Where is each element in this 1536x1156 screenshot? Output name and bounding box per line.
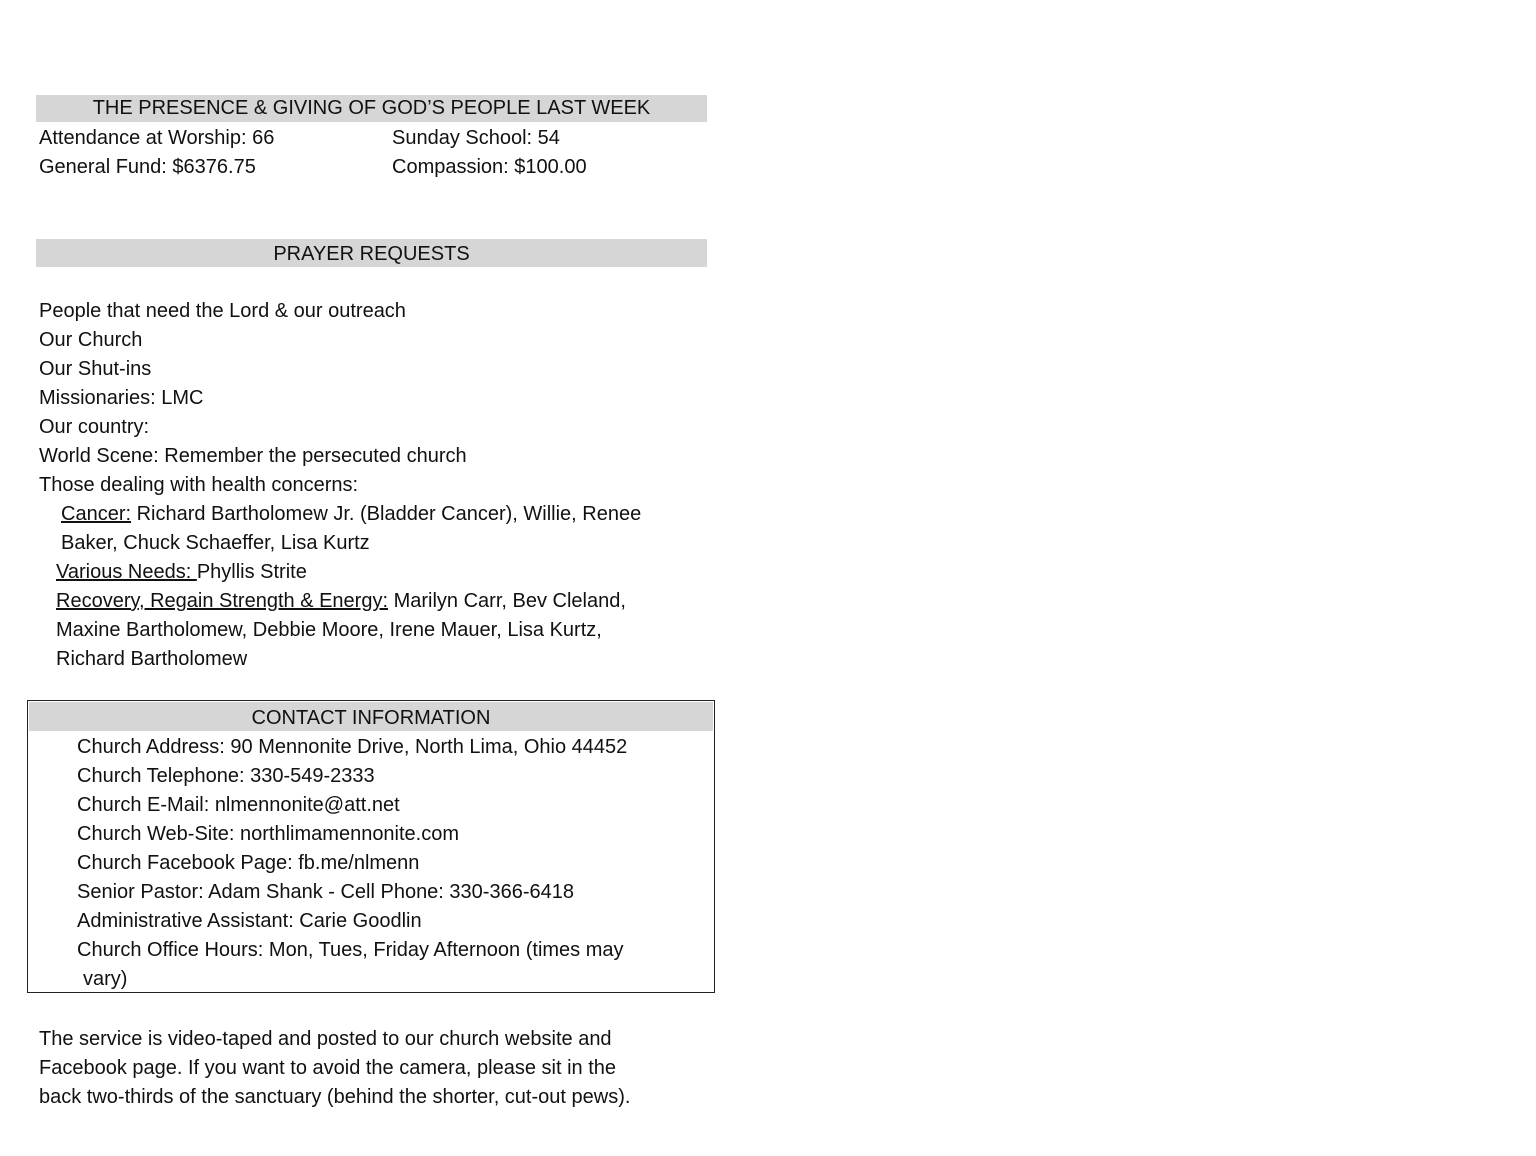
cancer-request <box>39 500 699 529</box>
cancer-label: Cancer: <box>61 503 132 525</box>
church-website: Church Web-Site: northlimamennonite.com <box>77 823 460 845</box>
recovery-request-continued: Maxine Bartholomew, Debbie Moore, Irene Mauer, Lisa Kurtz, <box>56 619 602 641</box>
general-fund: General Fund: $6376.75 <box>39 156 256 178</box>
contact-lines <box>77 733 707 994</box>
church-address: Church Address: 90 Mennonite Drive, North Lima, Ohio 44452 <box>77 736 628 758</box>
giving-stats-row-2 <box>39 153 679 182</box>
contact-information-box <box>27 700 715 993</box>
church-telephone: Church Telephone: 330-549-2333 <box>77 765 375 787</box>
recovery-text: Marilyn Carr, Bev Cleland, <box>388 590 626 612</box>
sunday-school-count: Sunday School: 54 <box>392 127 560 149</box>
giving-stats <box>39 124 679 182</box>
senior-pastor: Senior Pastor: Adam Shank - Cell Phone: 330-366-6418 <box>77 881 574 903</box>
prayer-request-list <box>39 297 699 674</box>
various-needs-request <box>39 558 699 587</box>
office-hours-continued: vary) <box>83 968 128 990</box>
prayer-line: World Scene: Remember the persecuted church <box>39 445 467 467</box>
video-notice <box>39 1025 719 1112</box>
prayer-line: People that need the Lord & our outreach <box>39 300 406 322</box>
recovery-label: Recovery, Regain Strength & Energy: <box>56 590 389 612</box>
contact-section-header: CONTACT INFORMATION <box>29 702 713 731</box>
prayer-line: Our Church <box>39 329 143 351</box>
prayer-line: Our Shut-ins <box>39 358 152 380</box>
church-facebook: Church Facebook Page: fb.me/nlmenn <box>77 852 420 874</box>
prayer-line: Those dealing with health concerns: <box>39 474 359 496</box>
administrative-assistant: Administrative Assistant: Carie Goodlin <box>77 910 422 932</box>
attendance-worship: Attendance at Worship: 66 <box>39 127 275 149</box>
giving-section-header: THE PRESENCE & GIVING OF GOD’S PEOPLE LAST WEEK <box>36 95 707 122</box>
prayer-line: Missionaries: LMC <box>39 387 204 409</box>
prayer-section-header: PRAYER REQUESTS <box>36 239 707 267</box>
various-needs-text: Phyllis Strite <box>196 561 307 583</box>
church-email: Church E-Mail: nlmennonite@att.net <box>77 794 400 816</box>
recovery-request <box>39 587 699 616</box>
video-notice-line: Facebook page. If you want to avoid the camera, please sit in the <box>39 1057 617 1079</box>
prayer-line: Our country: <box>39 416 150 438</box>
video-notice-line: back two-thirds of the sanctuary (behind the shorter, cut-out pews). <box>39 1086 631 1108</box>
various-needs-label: Various Needs: <box>56 561 197 583</box>
compassion-fund: Compassion: $100.00 <box>392 156 587 178</box>
recovery-request-continued: Richard Bartholomew <box>56 648 248 670</box>
cancer-text: Richard Bartholomew Jr. (Bladder Cancer), Willie, Renee <box>131 503 642 525</box>
video-notice-line: The service is video-taped and posted to our church website and <box>39 1028 612 1050</box>
giving-stats-row-1 <box>39 124 679 153</box>
office-hours: Church Office Hours: Mon, Tues, Friday Afternoon (times may <box>77 939 624 961</box>
cancer-request-continued: Baker, Chuck Schaeffer, Lisa Kurtz <box>61 532 370 554</box>
